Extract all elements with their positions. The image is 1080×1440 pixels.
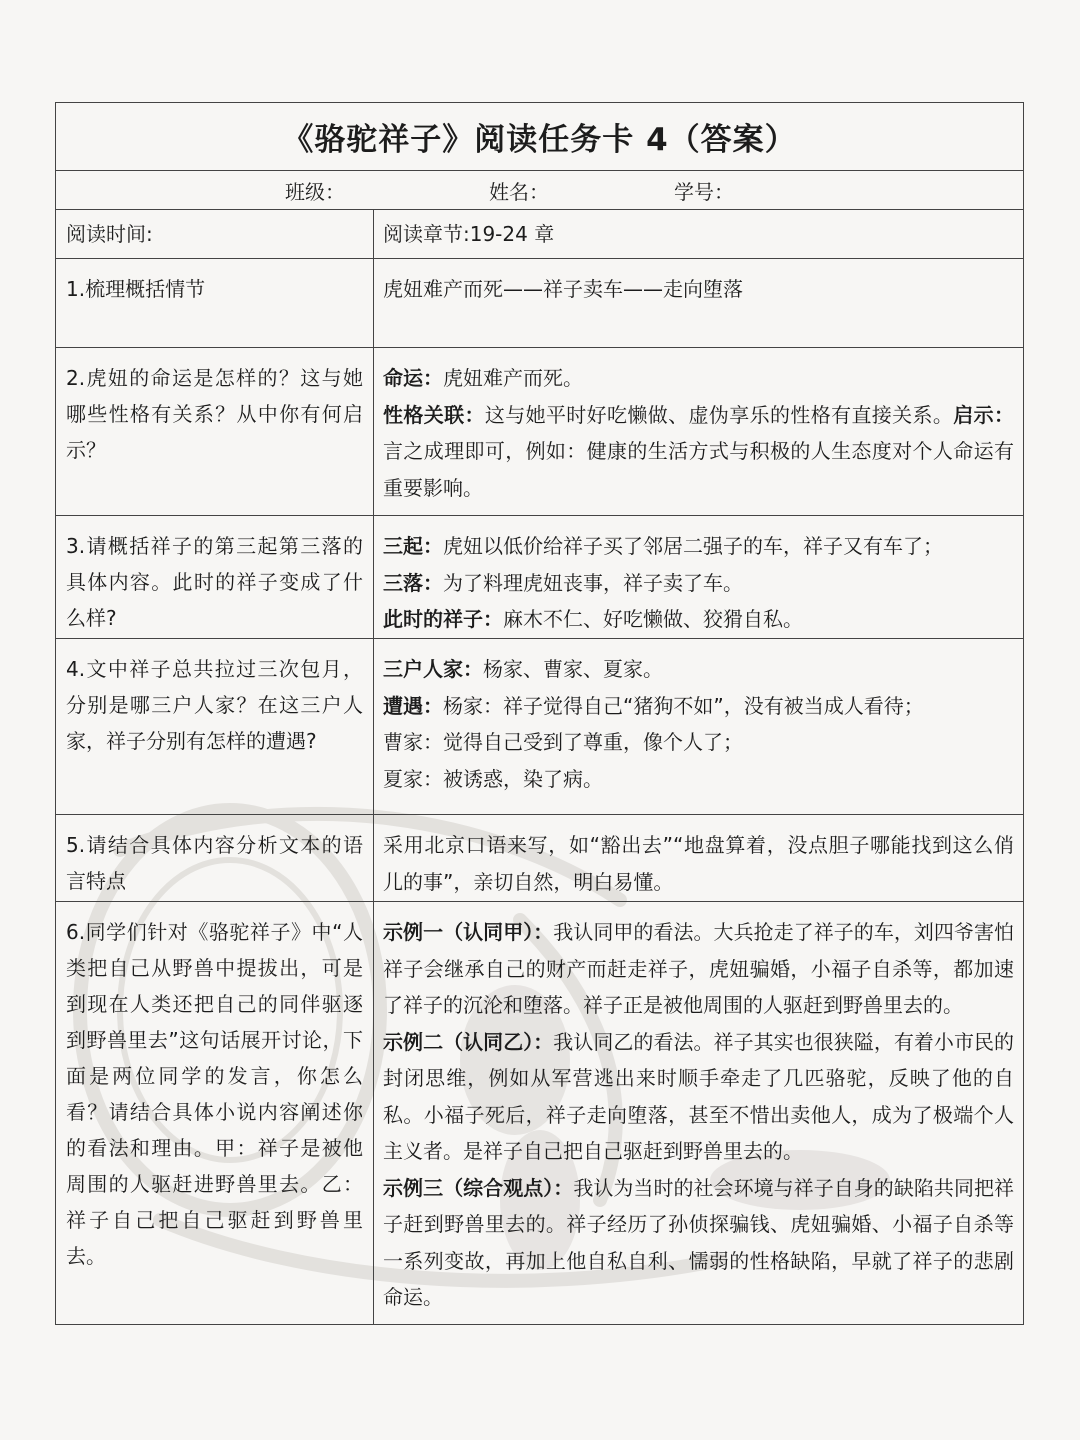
answer-5-text: 采用北京口语来写，如“豁出去”“地盘算着，没点胆子哪能找到这么俏儿的事”，亲切自然，明白易懂。 [383,833,1014,894]
answer-6-text-example2: 我认同乙的看法。祥子其实也很狭隘，有着小市民的封闭思维，例如从军营逃出来时顺手牵走了几匹骆驼，反映了他的自私。小福子死后，祥子走向堕落，甚至不惜出卖他人，成为了极端个人主义者。是祥子自己把自己驱赶到野兽里去的。 [383,1029,1015,1163]
question-row-1 [56,259,1023,348]
answer-4-label-families: 三户人家： [383,657,483,681]
class-label: 班级： [285,179,345,204]
answer-4-text-xia: 夏家：被诱惑，染了病。 [383,766,603,791]
card-title: 《骆驼祥子》阅读任务卡 4（答案） [56,103,1023,171]
answer-2-text-personality: 这与她平时好吃懒做、虚伪享乐的性格有直接关系。 [484,402,954,427]
answer-3-label-rise: 三起： [383,534,443,558]
answer-2-text-inspiration: 言之成理即可，例如：健康的生活方式与积极的人生态度对个人命运有重要影响。 [383,439,1014,500]
reading-time-label: 阅读时间: [56,210,374,258]
answer-3-label-now: 此时的祥子： [383,607,503,631]
answer-4-label-experience: 遭遇： [383,693,443,718]
answer-6-label-example2: 示例二（认同乙）： [383,1029,554,1054]
answer-6-text-example3: 我认为当时的社会环境与祥子自身的缺陷共同把祥子赶到野兽里去的。祥子经历了孙侦探骗钱、虎妞骗婚、小福子自杀等一系列变故，再加上他自私自利、懦弱的性格缺陷，早就了祥子的悲剧命运。 [383,1175,1015,1309]
reading-task-card [55,102,1024,1325]
question-row-2 [56,348,1023,516]
answer-3-text-now: 麻木不仁、好吃懒做、狡猾自私。 [503,607,803,631]
reading-chapters: 阅读章节:19-24 章 [383,222,555,246]
answer-2-text-fate: 虎妞难产而死。 [443,366,583,390]
answer-4-text-yang: 杨家：祥子觉得自己“猪狗不如”，没有被当成人看待； [443,693,924,718]
answer-3-text-fall: 为了料理虎妞丧事，祥子卖了车。 [443,570,743,595]
question-4: 4.文中祥子总共拉过三次包月，分别是哪三户人家？在这三户人家，祥子分别有怎样的遭遇? [56,639,374,814]
answer-6 [374,902,1023,1324]
question-6: 6.同学们针对《骆驼祥子》中“人类把自己从野兽中提拔出，可是到现在人类还把自己的同伴驱逐到野兽里去”这句话展开讨论，下面是两位同学的发言，你怎么看？请结合具体小说内容阐述你的看法和理由。甲：祥子是被他周围的人驱赶进野兽里去。乙：祥子自己把自己驱赶到野兽里去。 [56,902,374,1324]
answer-3 [374,516,1023,638]
answer-3-text-rise: 虎妞以低价给祥子买了邻居二强子的车，祥子又有车了； [443,534,943,558]
answer-6-text-example1: 我认同甲的看法。大兵抢走了祥子的车，刘四爷害怕祥子会继承自己的财产而赶走祥子，虎妞骗婚，小福子自杀等，都加速了祥子的沉沦和堕落。祥子正是被他周围的人驱赶到野兽里去的。 [383,920,1015,1017]
question-row-4 [56,639,1023,815]
answer-4-text-families: 杨家、曹家、夏家。 [483,657,663,681]
answer-3-label-fall: 三落： [383,570,443,595]
question-2: 2.虎妞的命运是怎样的？这与她哪些性格有关系？从中你有何启示？ [56,348,374,515]
answer-1 [374,259,1023,347]
student-info-row [56,171,1023,210]
answer-4-text-cao: 曹家：觉得自己受到了尊重，像个人了； [383,730,743,754]
answer-6-label-example1: 示例一（认同甲）： [383,920,554,944]
reading-time-row [56,210,1023,259]
student-id-label: 学号： [674,179,734,204]
question-5: 5.请结合具体内容分析文本的语言特点 [56,815,374,901]
answer-4 [374,639,1023,814]
answer-2-label-personality: 性格关联： [383,402,485,427]
answer-5 [374,815,1023,901]
answer-6-label-example3: 示例三（综合观点）： [383,1175,574,1200]
question-1: 1.梳理概括情节 [56,259,374,347]
question-3: 3.请概括祥子的第三起第三落的具体内容。此时的祥子变成了什么样? [56,516,374,638]
name-label: 姓名： [489,179,549,204]
answer-2-label-fate: 命运： [383,366,443,390]
answer-1-text: 虎妞难产而死——祥子卖车——走向堕落 [383,277,743,301]
question-row-3 [56,516,1023,639]
question-row-5 [56,815,1023,902]
question-row-6 [56,902,1023,1324]
answer-2-label-inspiration: 启示： [953,402,1015,427]
answer-2 [374,348,1023,515]
